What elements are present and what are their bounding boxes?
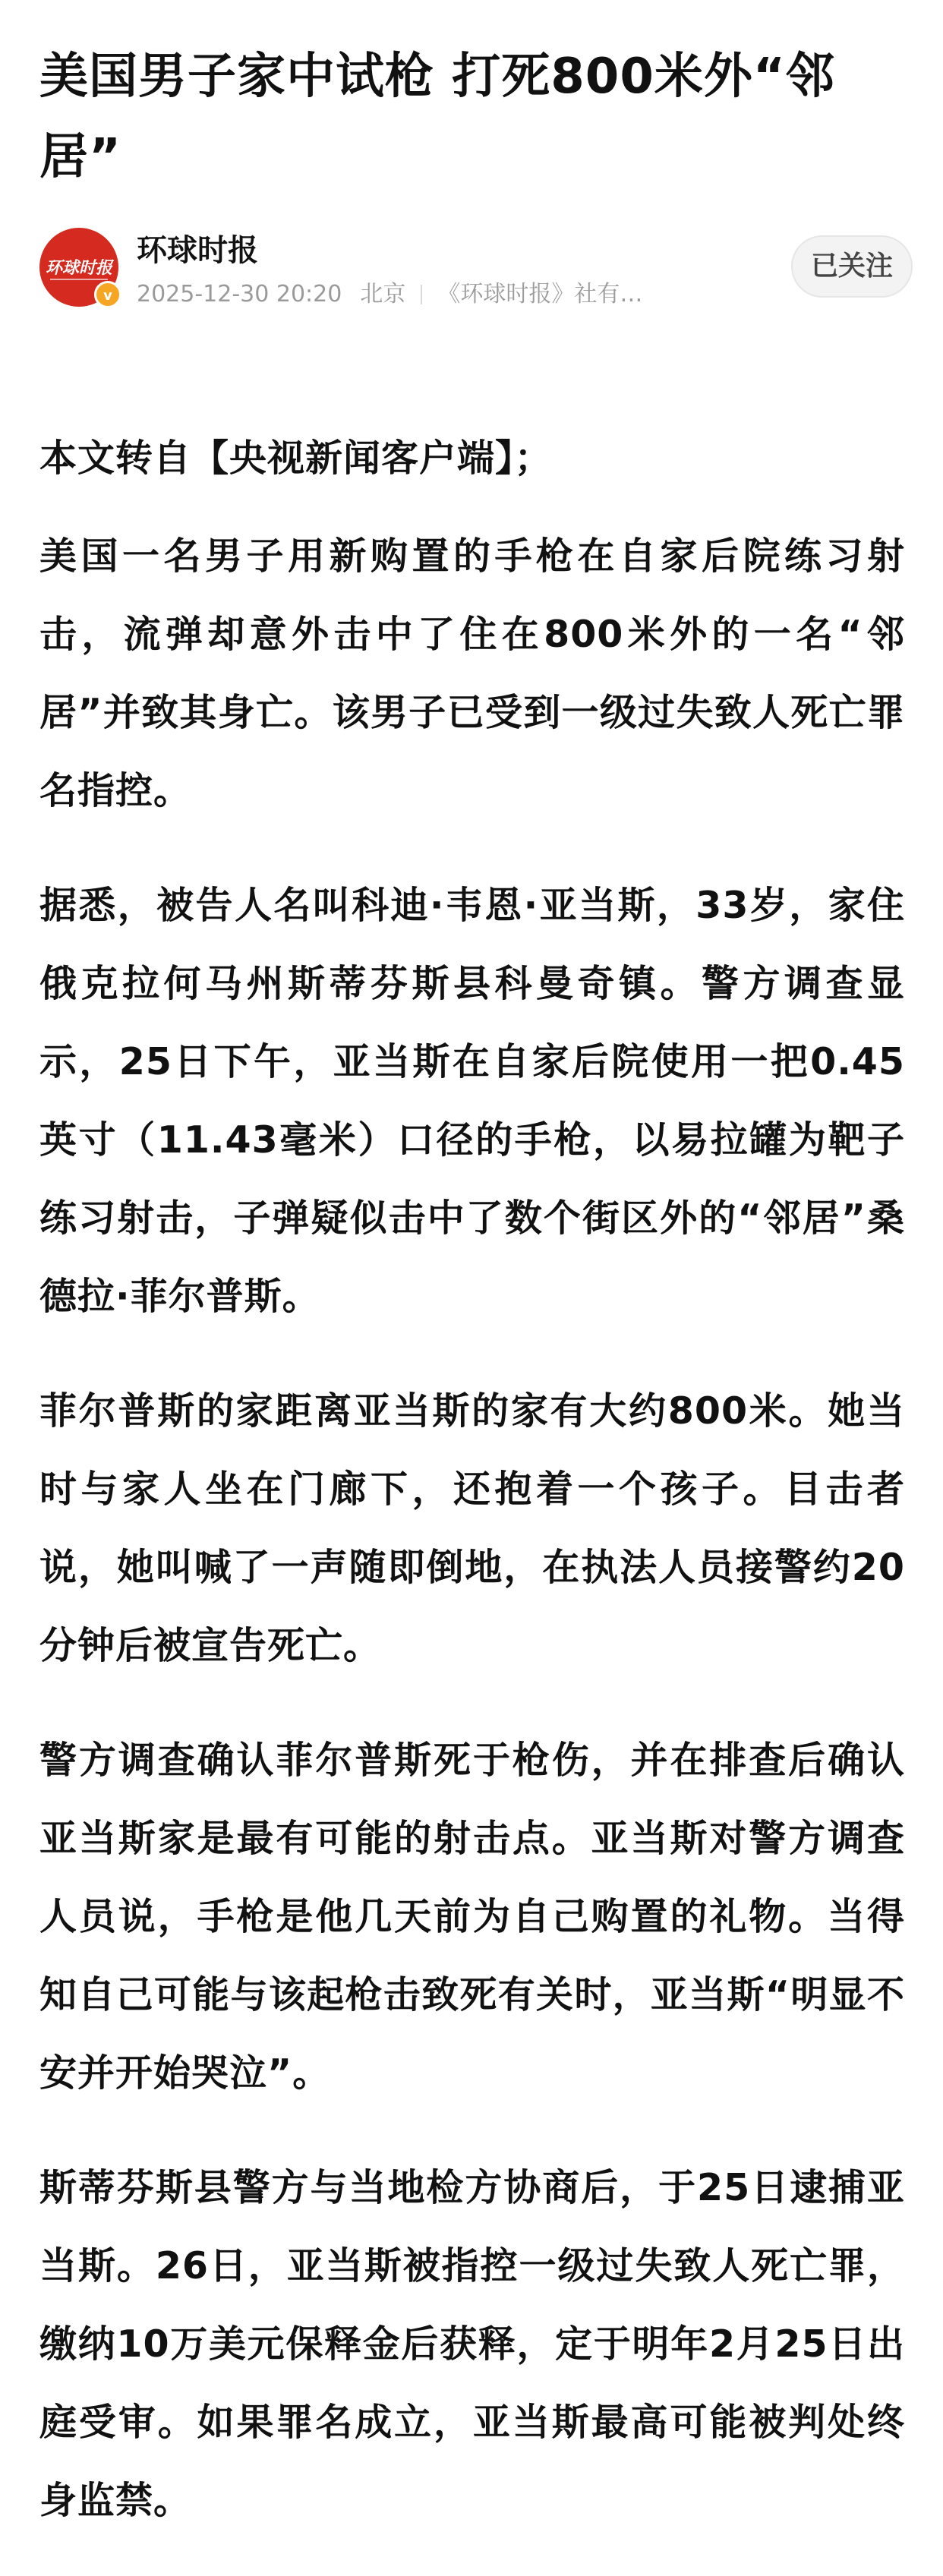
follow-button[interactable]: 已关注 [791,235,913,298]
verified-badge-icon [94,281,121,308]
avatar-logo-text: 环球时报 [45,258,113,278]
author-name[interactable]: 环球时报 [137,233,258,268]
meta-divider [421,285,422,304]
article-meta [137,278,642,311]
article-paragraph: 本文转自【央视新闻客户端】； [39,437,553,480]
publish-timestamp: 2025-12-30 20:20 [137,281,342,307]
article-paragraph: 警方调查确认菲尔普斯死于枪伤，并在排查后确认亚当斯家是最有可能的射击点。亚当斯对警方调查人员说，手枪是他几天前为自己购置的礼物。当得知自己可能与该起枪击致死有关时，亚当斯“明显不安并开始哭泣”。 [39,1739,905,2095]
article-paragraph: 据悉，被告人名叫科迪·韦恩·亚当斯，33岁，家住俄克拉何马州斯蒂芬斯县科曼奇镇。警方调查显示，25日下午，亚当斯在自家后院使用一把0.45英寸（11.43毫米）口径的手枪，以易拉罐为靶子练习射击，子弹疑似击中了数个街区外的“邻居”桑德拉·菲尔普斯。 [39,884,905,1318]
article-paragraph: 斯蒂芬斯县警方与当地检方协商后，于25日逮捕亚当斯。26日，亚当斯被指控一级过失致人死亡罪，缴纳10万美元保释金后获释，定于明年2月25日出庭受审。如果罪名成立，亚当斯最高可能被判处终身监禁。 [39,2166,905,2522]
article-paragraph: 美国一名男子用新购置的手枪在自家后院练习射击，流弹却意外击中了住在800米外的一名“邻居”并致其身亡。该男子已受到一级过失致人死亡罪名指控。 [39,534,905,812]
article-body [39,419,905,2576]
article-title: 美国男子家中试枪 打死800米外“邻居” [39,49,835,185]
publish-location: 北京 [360,281,406,307]
article-paragraph: 菲尔普斯的家距离亚当斯的家有大约800米。她当时与家人坐在门廊下，还抱着一个孩子。目击者说，她叫喊了一声随即倒地，在执法人员接警约20分钟后被宣告死亡。 [39,1389,905,1667]
publisher-source: 《环球时报》社有… [437,281,643,307]
author-header [39,228,913,319]
svg-text:v: v [103,288,112,304]
